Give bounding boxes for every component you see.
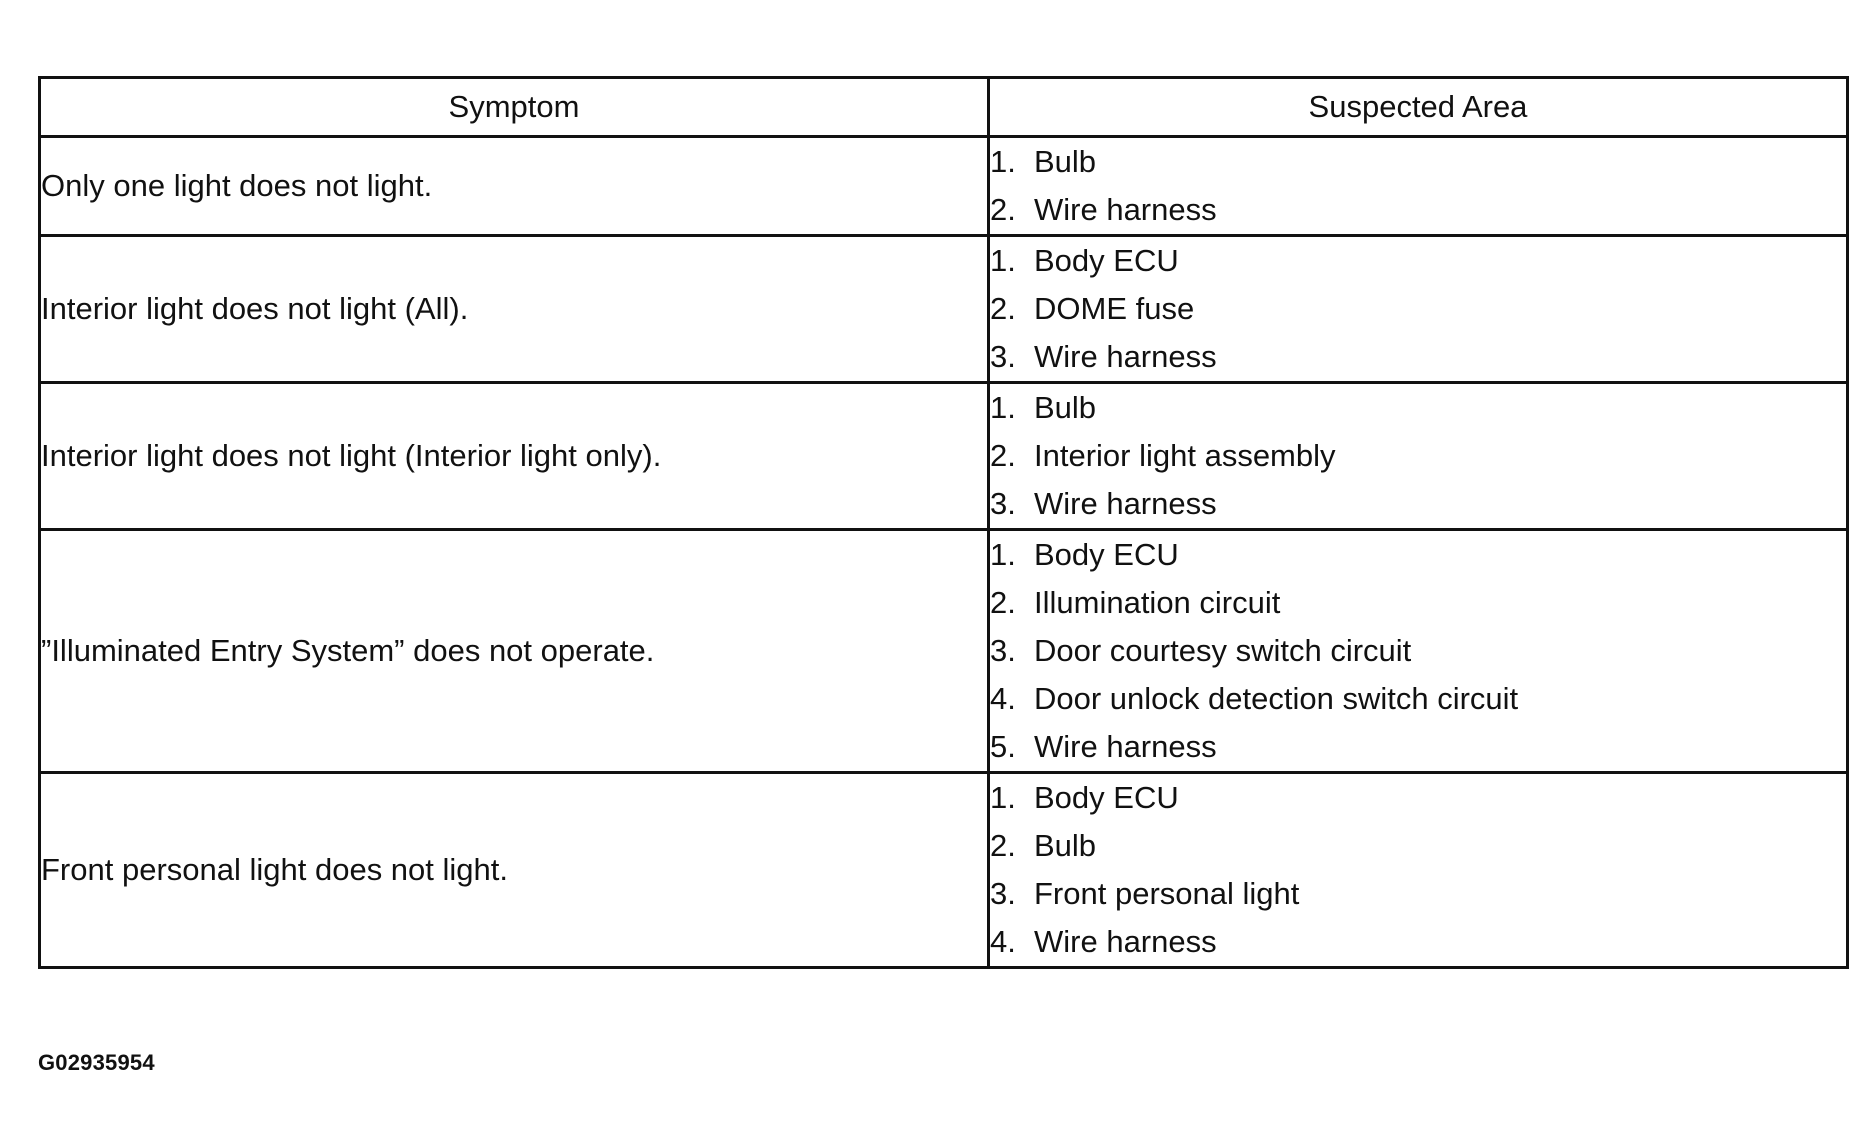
symptom-cell: ”Illuminated Entry System” does not operate. xyxy=(40,530,989,773)
symptom-cell: Interior light does not light (All). xyxy=(40,236,989,383)
item-number: 3. xyxy=(990,486,1016,521)
table-row xyxy=(40,530,1848,773)
item-number: 3. xyxy=(990,339,1016,374)
item-number: 1. xyxy=(990,390,1016,425)
item-number: 4. xyxy=(990,681,1016,716)
list-item xyxy=(990,579,1846,627)
list-item xyxy=(990,918,1846,966)
symptom-cell: Interior light does not light (Interior light only). xyxy=(40,383,989,530)
symptom-cell: Only one light does not light. xyxy=(40,137,989,236)
item-number: 2. xyxy=(990,291,1016,326)
suspected-area-list xyxy=(990,237,1846,381)
item-text: Bulb xyxy=(1034,144,1097,179)
item-text: Wire harness xyxy=(1034,924,1217,959)
suspected-area-list xyxy=(990,774,1846,966)
list-item xyxy=(990,384,1846,432)
suspected-area-cell xyxy=(989,530,1848,773)
list-item xyxy=(990,237,1846,285)
item-text: Front personal light xyxy=(1034,876,1300,911)
item-text: Wire harness xyxy=(1034,339,1217,374)
suspected-area-cell xyxy=(989,773,1848,968)
item-text: Interior light assembly xyxy=(1034,438,1336,473)
item-text: Body ECU xyxy=(1034,780,1179,815)
table-row xyxy=(40,773,1848,968)
item-text: Body ECU xyxy=(1034,243,1179,278)
list-item xyxy=(990,285,1846,333)
item-text: Door courtesy switch circuit xyxy=(1034,633,1412,668)
list-item xyxy=(990,675,1846,723)
item-number: 2. xyxy=(990,438,1016,473)
list-item xyxy=(990,531,1846,579)
troubleshooting-table xyxy=(38,76,1849,969)
item-number: 4. xyxy=(990,924,1016,959)
table-row xyxy=(40,383,1848,530)
item-number: 2. xyxy=(990,585,1016,620)
item-number: 3. xyxy=(990,876,1016,911)
list-item xyxy=(990,870,1846,918)
list-item xyxy=(990,480,1846,528)
item-text: Bulb xyxy=(1034,390,1097,425)
suspected-area-list xyxy=(990,384,1846,528)
item-number: 2. xyxy=(990,192,1016,227)
suspected-area-cell xyxy=(989,236,1848,383)
suspected-area-list xyxy=(990,138,1846,234)
item-number: 1. xyxy=(990,780,1016,815)
item-text: Bulb xyxy=(1034,828,1097,863)
item-number: 1. xyxy=(990,144,1016,179)
item-text: Wire harness xyxy=(1034,192,1217,227)
item-text: DOME fuse xyxy=(1034,291,1195,326)
item-text: Body ECU xyxy=(1034,537,1179,572)
symptom-cell: Front personal light does not light. xyxy=(40,773,989,968)
table-row xyxy=(40,137,1848,236)
table-row xyxy=(40,236,1848,383)
figure-id: G02935954 xyxy=(38,1050,155,1075)
item-number: 5. xyxy=(990,729,1016,764)
item-text: Illumination circuit xyxy=(1034,585,1281,620)
item-text: Door unlock detection switch circuit xyxy=(1034,681,1519,716)
list-item xyxy=(990,432,1846,480)
item-number: 2. xyxy=(990,828,1016,863)
item-text: Wire harness xyxy=(1034,729,1217,764)
suspected-area-list xyxy=(990,531,1846,771)
list-item xyxy=(990,627,1846,675)
list-item xyxy=(990,723,1846,771)
item-text: Wire harness xyxy=(1034,486,1217,521)
item-number: 3. xyxy=(990,633,1016,668)
list-item xyxy=(990,774,1846,822)
suspected-area-column-header: Suspected Area xyxy=(989,78,1848,137)
list-item xyxy=(990,186,1846,234)
list-item xyxy=(990,138,1846,186)
suspected-area-cell xyxy=(989,383,1848,530)
symptom-column-header: Symptom xyxy=(40,78,989,137)
list-item xyxy=(990,333,1846,381)
suspected-area-cell xyxy=(989,137,1848,236)
item-number: 1. xyxy=(990,243,1016,278)
item-number: 1. xyxy=(990,537,1016,572)
table-header-row xyxy=(40,78,1848,137)
list-item xyxy=(990,822,1846,870)
